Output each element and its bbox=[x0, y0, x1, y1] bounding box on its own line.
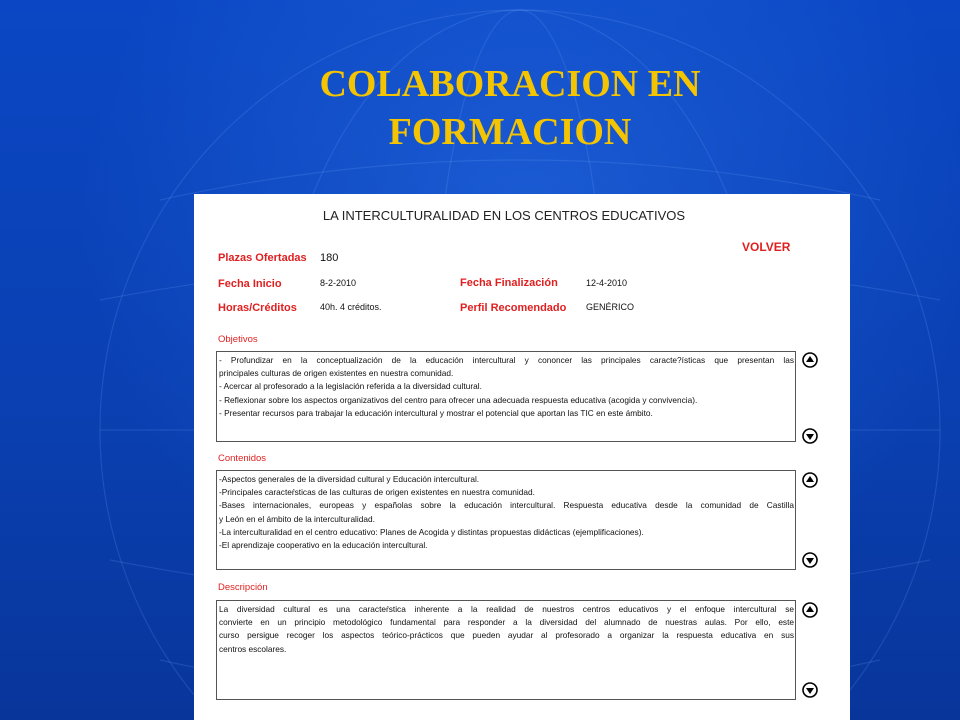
contenidos-line: y León en el ámbito de la interculturalidad. bbox=[219, 513, 375, 524]
descripcion-line: La diversidad cultural es una caracteŕstica inherente a la realidad de nuestros centros educativos y el enfoque intercultural se bbox=[219, 604, 794, 614]
descripcion-textarea[interactable] bbox=[216, 600, 796, 700]
descripcion-scroll-up-icon[interactable] bbox=[802, 602, 818, 618]
horas-value: 40h. 4 créditos. bbox=[320, 302, 382, 312]
horas-label: Horas/Créditos bbox=[218, 302, 297, 314]
contenidos-textarea[interactable] bbox=[216, 470, 796, 570]
descripcion-line: convierte en un principio metodológico fundamental para responder a la diversidad del alumnado de nuestras aulas. Por ello, este bbox=[219, 617, 794, 628]
objetivos-line: - Presentar recursos para trabajar la educación intercultural y mostrar el potencial que aportan las TIC en este ámbito. bbox=[219, 407, 653, 418]
contenidos-scroll-down-icon[interactable] bbox=[802, 552, 818, 568]
course-detail-panel bbox=[194, 194, 850, 720]
objetivos-line: - Acercar al profesorado a la legislación referida a la diversidad cultural. bbox=[219, 381, 482, 392]
perfil-label: Perfil Recomendado bbox=[460, 302, 567, 314]
contenidos-line: -Bases internacionales, europeas y españolas sobre la educación intercultural. Respuesta educativa desde la comunidad de Castilla bbox=[219, 500, 794, 511]
descripcion-line: centros escolares. bbox=[219, 643, 287, 654]
objetivos-line: principales culturas de origen existentes en nuestra comunidad. bbox=[219, 368, 454, 379]
slide-title-line2: FORMACION bbox=[388, 111, 632, 153]
contenidos-line: -Principales caracteŕsticas de las culturas de origen existentes en nuestra comunidad. bbox=[219, 487, 535, 498]
plazas-value: 180 bbox=[320, 252, 339, 264]
objetivos-line: - Profundizar en la conceptualización de la educación intercultural y cononcer las principales caracte?ísticas que presentan las bbox=[219, 355, 794, 365]
volver-link[interactable]: VOLVER bbox=[742, 240, 791, 254]
fecha-inicio-value: 8-2-2010 bbox=[320, 278, 357, 288]
contenidos-line: -La interculturalidad en el centro educativo: Planes de Acogida y distintas propuestas didácticas (ejemplificaciones). bbox=[219, 526, 644, 537]
slide-title-line1: COLABORACION EN bbox=[319, 63, 701, 105]
slide-title bbox=[230, 60, 790, 156]
descripcion-scroll-down-icon[interactable] bbox=[802, 682, 818, 698]
fecha-fin-value: 12-4-2010 bbox=[586, 278, 628, 288]
course-title: LA INTERCULTURALIDAD EN LOS CENTROS EDUCATIVOS bbox=[322, 208, 686, 223]
objetivos-label: Objetivos bbox=[218, 334, 258, 345]
fecha-fin-label: Fecha Finalización bbox=[460, 277, 558, 289]
contenidos-line: -El aprendizaje cooperativo en la educación intercultural. bbox=[219, 540, 428, 551]
objetivos-textarea[interactable] bbox=[216, 351, 796, 442]
plazas-label: Plazas Ofertadas bbox=[218, 252, 307, 264]
perfil-value: GENÉRICO bbox=[586, 302, 635, 312]
contenidos-label: Contenidos bbox=[218, 453, 267, 464]
fecha-inicio-label: Fecha Inicio bbox=[218, 278, 282, 290]
objetivos-scroll-up-icon[interactable] bbox=[802, 352, 818, 368]
contenidos-scroll-up-icon[interactable] bbox=[802, 472, 818, 488]
descripcion-label: Descripción bbox=[218, 582, 268, 593]
objetivos-scroll-down-icon[interactable] bbox=[802, 428, 818, 444]
objetivos-line: - Reflexionar sobre los aspectos organizativos del centro para ofrecer una adecuada respuesta educativa (acogida y convivencia). bbox=[219, 394, 698, 405]
descripcion-line: curso persigue recoger los aspectos teórico-prácticos que pueden ayudar al profesorado a organizar la respuesta educativa en sus bbox=[219, 630, 794, 641]
contenidos-line: -Aspectos generales de la diversidad cultural y Educación intercultural. bbox=[219, 474, 480, 484]
